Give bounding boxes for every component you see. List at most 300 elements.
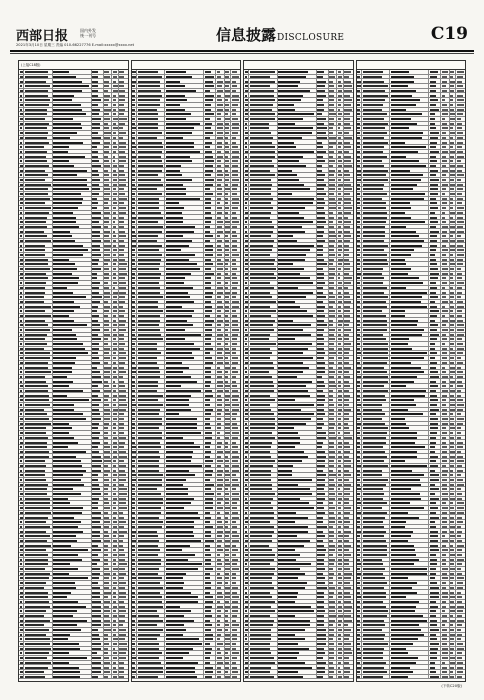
text-glyphs: [250, 207, 273, 209]
text-glyphs: [245, 146, 247, 148]
table-cell: [119, 487, 128, 491]
text-glyphs: [119, 277, 125, 279]
text-glyphs: [138, 409, 161, 411]
text-glyphs: [205, 399, 210, 401]
table-cell: [104, 417, 113, 421]
table-cell: [231, 333, 240, 337]
table-cell: [204, 604, 216, 608]
text-glyphs: [119, 287, 125, 289]
table-cell: [137, 450, 165, 454]
table-cell: [104, 586, 113, 590]
text-glyphs: [205, 179, 214, 181]
table-cell: [137, 89, 165, 93]
table-cell: [216, 98, 225, 102]
text-glyphs: [132, 451, 135, 453]
text-glyphs: [138, 399, 158, 401]
table-cell: [278, 262, 317, 266]
table-cell: [278, 150, 317, 154]
text-glyphs: [166, 399, 189, 401]
table-cell: [137, 637, 165, 641]
text-glyphs: [166, 81, 180, 83]
text-glyphs: [132, 442, 134, 444]
text-glyphs: [329, 137, 335, 139]
text-glyphs: [138, 587, 164, 589]
text-glyphs: [344, 362, 349, 364]
table-cell: [216, 595, 225, 599]
text-glyphs: [232, 338, 237, 340]
table-cell: [104, 187, 113, 191]
text-glyphs: [20, 137, 23, 139]
text-glyphs: [217, 226, 222, 228]
text-glyphs: [53, 352, 88, 354]
table-cell: [329, 192, 338, 196]
text-glyphs: [104, 296, 110, 298]
table-cell: [53, 600, 92, 604]
text-glyphs: [20, 245, 23, 247]
text-glyphs: [278, 334, 311, 336]
text-glyphs: [138, 577, 162, 579]
table-cell: [216, 614, 225, 618]
table-cell: [278, 239, 317, 243]
text-glyphs: [217, 521, 222, 523]
table-cell: [249, 384, 277, 388]
text-glyphs: [25, 545, 51, 547]
table-cell: [204, 543, 216, 547]
text-glyphs: [205, 156, 213, 158]
table-cell: [329, 122, 338, 126]
table-cell: [165, 361, 204, 365]
table-cell: [216, 515, 225, 519]
table-cell: [165, 511, 204, 515]
text-glyphs: [278, 343, 311, 345]
table-cell: [119, 665, 128, 669]
table-cell: [216, 473, 225, 477]
table-cell: [137, 173, 165, 177]
table-cell: [53, 89, 92, 93]
table-cell: [165, 98, 204, 102]
text-glyphs: [20, 193, 23, 195]
table-cell: [137, 487, 165, 491]
text-glyphs: [53, 596, 67, 598]
text-glyphs: [217, 498, 223, 500]
table-cell: [104, 93, 113, 97]
table-cell: [216, 609, 225, 613]
text-glyphs: [20, 310, 23, 312]
text-glyphs: [104, 151, 109, 153]
text-glyphs: [92, 554, 98, 556]
table-cell: [165, 572, 204, 576]
table-cell: [53, 647, 92, 651]
table-cell: [104, 197, 113, 201]
table-cell: [24, 347, 52, 351]
table-cell: [216, 262, 225, 266]
table-cell: [92, 567, 104, 571]
table-cell: [104, 393, 113, 397]
table-cell: [104, 215, 113, 219]
text-glyphs: [225, 460, 229, 462]
table-cell: [204, 562, 216, 566]
text-glyphs: [104, 343, 108, 345]
text-glyphs: [232, 545, 236, 547]
text-glyphs: [132, 577, 135, 579]
text-glyphs: [166, 254, 195, 256]
text-glyphs: [250, 165, 274, 167]
text-glyphs: [250, 99, 275, 101]
text-glyphs: [344, 188, 351, 190]
table-cell: [249, 370, 277, 374]
table-cell: [165, 403, 204, 407]
table-cell: [249, 389, 277, 393]
text-glyphs: [166, 352, 193, 354]
text-glyphs: [344, 381, 348, 383]
table-cell: [53, 464, 92, 468]
text-glyphs: [53, 123, 81, 125]
text-glyphs: [20, 85, 22, 87]
text-glyphs: [225, 606, 229, 608]
table-cell: [165, 515, 204, 519]
table-cell: [204, 318, 216, 322]
text-glyphs: [53, 329, 72, 331]
table-cell: [137, 253, 165, 257]
text-glyphs: [132, 563, 135, 565]
table-cell: [231, 572, 240, 576]
table-cell: [104, 661, 113, 665]
text-glyphs: [92, 531, 99, 533]
table-cell: [278, 286, 317, 290]
table-cell: [24, 351, 52, 355]
table-cell: [119, 122, 128, 126]
text-glyphs: [119, 137, 123, 139]
table-cell: [53, 286, 92, 290]
text-glyphs: [329, 362, 334, 364]
text-glyphs: [104, 212, 109, 214]
table-cell: [344, 365, 353, 369]
text-glyphs: [53, 142, 82, 144]
table-cell: [24, 178, 52, 182]
table-cell: [231, 239, 240, 243]
text-glyphs: [20, 146, 23, 148]
table-cell: [344, 145, 353, 149]
table-cell: [165, 267, 204, 271]
table-cell: [137, 562, 165, 566]
text-glyphs: [104, 104, 108, 106]
text-glyphs: [138, 334, 161, 336]
text-glyphs: [132, 399, 135, 401]
text-glyphs: [317, 221, 326, 223]
text-glyphs: [166, 385, 182, 387]
text-glyphs: [104, 507, 110, 509]
text-glyphs: [338, 273, 341, 275]
text-glyphs: [113, 259, 117, 261]
table-cell: [119, 426, 128, 430]
table-cell: [216, 150, 225, 154]
text-glyphs: [138, 367, 160, 369]
table-cell: [204, 342, 216, 346]
table-cell: [24, 187, 52, 191]
table-cell: [119, 75, 128, 79]
table-cell: [216, 300, 225, 304]
text-glyphs: [104, 95, 110, 97]
table-cell: [216, 164, 225, 168]
text-glyphs: [205, 404, 210, 406]
text-glyphs: [132, 334, 135, 336]
text-glyphs: [20, 306, 23, 308]
text-glyphs: [20, 184, 23, 186]
table-cell: [317, 183, 329, 187]
text-glyphs: [205, 432, 212, 434]
text-glyphs: [278, 254, 306, 256]
table-cell: [24, 145, 52, 149]
text-glyphs: [132, 643, 135, 645]
table-cell: [119, 375, 128, 379]
text-glyphs: [132, 582, 135, 584]
text-glyphs: [138, 76, 162, 78]
text-glyphs: [104, 385, 109, 387]
table-cell: [24, 361, 52, 365]
table-cell: [53, 487, 92, 491]
text-glyphs: [245, 165, 248, 167]
text-glyphs: [138, 123, 158, 125]
text-glyphs: [20, 113, 23, 115]
table-cell: [53, 483, 92, 487]
table-cell: [24, 309, 52, 313]
text-glyphs: [138, 667, 164, 669]
text-glyphs: [119, 296, 125, 298]
text-glyphs: [104, 202, 108, 204]
table-cell: [53, 314, 92, 318]
table-cell: [329, 225, 338, 229]
table-cell: [104, 108, 113, 112]
table-cell: [104, 529, 113, 533]
text-glyphs: [132, 127, 135, 129]
table-cell: [204, 89, 216, 93]
text-glyphs: [225, 671, 228, 673]
table-cell: [104, 248, 113, 252]
text-glyphs: [53, 376, 67, 378]
table-cell: [24, 103, 52, 107]
table-cell: [53, 351, 92, 355]
table-cell: [231, 117, 240, 121]
table-cell: [204, 572, 216, 576]
table-cell: [119, 295, 128, 299]
table-cell: [216, 290, 225, 294]
text-glyphs: [132, 184, 135, 186]
text-glyphs: [250, 404, 270, 406]
text-glyphs: [20, 324, 23, 326]
text-glyphs: [53, 549, 88, 551]
text-glyphs: [119, 582, 126, 584]
text-glyphs: [338, 296, 342, 298]
table-cell: [231, 215, 240, 219]
table-cell: [216, 168, 225, 172]
text-glyphs: [25, 259, 48, 261]
text-glyphs: [232, 343, 237, 345]
text-glyphs: [92, 174, 99, 176]
text-glyphs: [225, 587, 229, 589]
text-glyphs: [166, 423, 197, 425]
text-glyphs: [92, 549, 100, 551]
text-glyphs: [53, 212, 73, 214]
table-cell: [53, 501, 92, 505]
text-glyphs: [278, 296, 306, 298]
table-cell: [231, 318, 240, 322]
table-cell: [249, 150, 277, 154]
text-glyphs: [225, 296, 229, 298]
text-glyphs: [232, 259, 236, 261]
table-cell: [249, 168, 277, 172]
table-cell: [216, 576, 225, 580]
table-cell: [216, 281, 225, 285]
text-glyphs: [225, 226, 229, 228]
text-glyphs: [338, 259, 343, 261]
text-glyphs: [217, 357, 223, 359]
text-glyphs: [113, 395, 117, 397]
text-glyphs: [232, 676, 237, 678]
table-cell: [165, 183, 204, 187]
text-glyphs: [25, 334, 47, 336]
text-glyphs: [217, 610, 221, 612]
table-cell: [104, 389, 113, 393]
text-glyphs: [166, 427, 197, 429]
text-glyphs: [53, 245, 83, 247]
text-glyphs: [25, 324, 48, 326]
table-cell: [231, 614, 240, 618]
table-cell: [216, 122, 225, 126]
text-glyphs: [166, 273, 191, 275]
table-cell: [24, 206, 52, 210]
table-cell: [92, 337, 104, 341]
text-glyphs: [166, 437, 183, 439]
table-cell: [104, 220, 113, 224]
table-cell: [204, 487, 216, 491]
table-cell: [119, 595, 128, 599]
text-glyphs: [217, 207, 222, 209]
table-cell: [204, 450, 216, 454]
text-glyphs: [205, 142, 212, 144]
text-glyphs: [205, 81, 214, 83]
text-glyphs: [104, 526, 109, 528]
table-cell: [104, 150, 113, 154]
text-glyphs: [132, 638, 135, 640]
table-cell: [24, 595, 52, 599]
text-glyphs: [53, 409, 74, 411]
text-glyphs: [250, 174, 275, 176]
text-glyphs: [138, 99, 161, 101]
text-glyphs: [205, 231, 210, 233]
table-cell: [104, 628, 113, 632]
text-glyphs: [92, 615, 101, 617]
table-cell: [53, 248, 92, 252]
text-glyphs: [166, 310, 194, 312]
text-glyphs: [166, 198, 200, 200]
table-cell: [204, 403, 216, 407]
text-glyphs: [138, 676, 158, 678]
text-glyphs: [338, 301, 342, 303]
table-cell: [104, 70, 113, 74]
table-cell: [231, 108, 240, 112]
text-glyphs: [25, 165, 49, 167]
text-glyphs: [25, 385, 48, 387]
table-cell: [92, 511, 104, 515]
text-glyphs: [119, 142, 126, 144]
text-glyphs: [205, 634, 213, 636]
table-cell: [317, 75, 329, 79]
text-glyphs: [205, 306, 212, 308]
table-cell: [53, 590, 92, 594]
text-glyphs: [166, 202, 179, 204]
text-glyphs: [104, 362, 108, 364]
table-cell: [92, 534, 104, 538]
table-cell: [344, 347, 353, 351]
text-glyphs: [104, 221, 108, 223]
table-cell: [216, 183, 225, 187]
text-glyphs: [166, 493, 188, 495]
table-cell: [216, 637, 225, 641]
text-glyphs: [232, 512, 238, 514]
table-cell: [216, 422, 225, 426]
table-cell: [216, 436, 225, 440]
text-glyphs: [20, 343, 22, 345]
text-glyphs: [329, 184, 334, 186]
text-glyphs: [25, 76, 48, 78]
text-glyphs: [205, 268, 212, 270]
text-glyphs: [113, 573, 116, 575]
text-glyphs: [53, 292, 73, 294]
table-cell: [92, 375, 104, 379]
table-cell: [137, 108, 165, 112]
table-cell: [231, 529, 240, 533]
text-glyphs: [138, 95, 162, 97]
table-cell: [119, 403, 128, 407]
text-glyphs: [205, 301, 211, 303]
text-glyphs: [138, 442, 160, 444]
text-glyphs: [119, 268, 126, 270]
text-glyphs: [166, 263, 197, 265]
table-cell: [137, 117, 165, 121]
table-cell: [24, 553, 52, 557]
text-glyphs: [344, 160, 351, 162]
text-glyphs: [250, 287, 274, 289]
text-glyphs: [278, 207, 305, 209]
text-glyphs: [338, 320, 343, 322]
text-glyphs: [92, 127, 100, 129]
text-glyphs: [132, 470, 134, 472]
table-cell: [165, 201, 204, 205]
text-glyphs: [250, 306, 270, 308]
table-cell: [344, 164, 353, 168]
text-glyphs: [217, 221, 223, 223]
table-cell: [119, 515, 128, 519]
text-glyphs: [205, 582, 211, 584]
text-glyphs: [104, 231, 110, 233]
table-cell: [92, 553, 104, 557]
text-glyphs: [53, 184, 86, 186]
table-cell: [53, 389, 92, 393]
text-glyphs: [205, 240, 211, 242]
text-glyphs: [119, 563, 126, 565]
table-cell: [165, 529, 204, 533]
text-glyphs: [20, 371, 23, 373]
table-cell: [204, 220, 216, 224]
text-glyphs: [329, 179, 335, 181]
text-glyphs: [25, 526, 50, 528]
table-cell: [137, 215, 165, 219]
text-glyphs: [53, 109, 82, 111]
table-cell: [204, 253, 216, 257]
table-cell: [231, 553, 240, 557]
table-cell: [344, 211, 353, 215]
table-cell: [53, 665, 92, 669]
